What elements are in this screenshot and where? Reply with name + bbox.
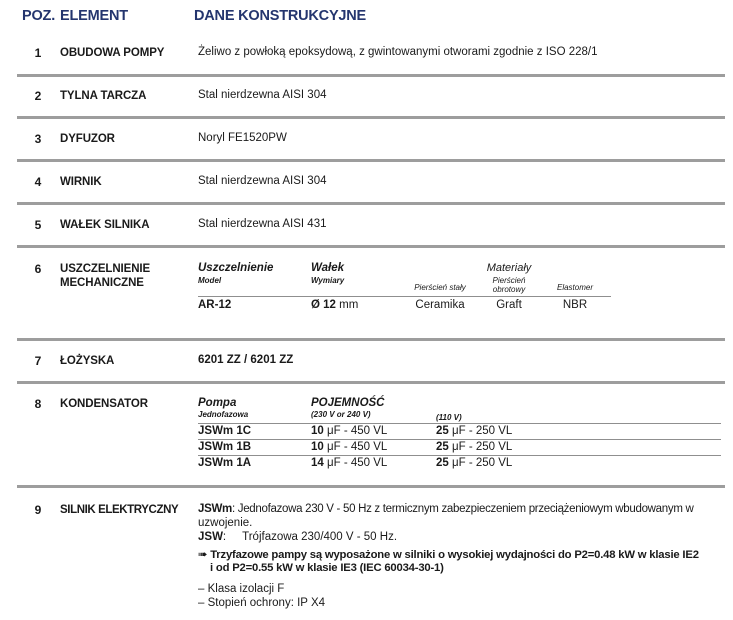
row-separator xyxy=(17,245,725,248)
motor-jsw-text: Trójfazowa 230/400 V - 50 Hz. xyxy=(242,531,398,543)
row-number: 7 xyxy=(34,354,42,368)
row-element: ŁOŻYSKA xyxy=(60,355,115,367)
cap-col-capacity-title: POJEMNOŚĆ xyxy=(311,397,385,409)
cap-col-pump-sub: Jednofazowa xyxy=(198,410,249,419)
cap-230v-unit: μF - 450 VL xyxy=(327,457,388,469)
seal-shaft-unit: mm xyxy=(339,299,359,311)
seal-col-model-title: Uszczelnienie xyxy=(198,262,274,274)
motor-note-line2: i od P2=0.55 kW w klasie IE3 (IEC 60034-30-1) xyxy=(210,562,444,574)
row-element: DYFUZOR xyxy=(60,133,115,145)
motor-note-text1: Trzyfazowe pampy są wyposażone w silniki o wysokiej wydajności do P2=0.48 kW w klasie IE2 xyxy=(210,549,699,561)
cap-230v-value: 10 xyxy=(311,441,324,453)
seal-col-shaft-sub: Wymiary xyxy=(311,276,345,285)
cap-table-rule xyxy=(198,439,721,440)
row-number: 2 xyxy=(34,89,42,103)
row-element: WAŁEK SILNIKA xyxy=(60,219,150,231)
seal-mat3-value: NBR xyxy=(562,299,588,311)
seal-mat3-label: Elastomer xyxy=(556,283,593,292)
motor-jswm-label: JSWm xyxy=(198,503,232,515)
cap-110v xyxy=(436,457,512,469)
seal-mat1-value: Ceramika xyxy=(415,299,465,311)
motor-note-line1 xyxy=(198,548,699,561)
row-separator xyxy=(17,74,725,77)
seal-mat2-label-line2: obrotowy xyxy=(492,285,526,294)
seal-mat2-label-line1: Pierścień xyxy=(492,276,526,285)
row-element: WIRNIK xyxy=(60,176,102,188)
motor-jsw-label: JSW xyxy=(198,531,223,543)
row-number: 8 xyxy=(34,397,42,411)
header-element: ELEMENT xyxy=(60,8,128,24)
cap-230v-unit: μF - 450 VL xyxy=(327,441,388,453)
cap-230v-unit: μF - 450 VL xyxy=(327,425,388,437)
cap-230v-value: 14 xyxy=(311,457,324,469)
motor-jsw-line: JSW: Trójfazowa 230/400 V - 50 Hz. xyxy=(198,531,398,543)
row-element-line2: MECHANICZNE xyxy=(60,277,144,289)
cap-110v-unit: μF - 250 VL xyxy=(452,441,513,453)
row-separator xyxy=(17,381,725,384)
cap-110v xyxy=(436,441,512,453)
row-number: 3 xyxy=(34,132,42,146)
row-separator xyxy=(17,485,725,488)
cap-230v xyxy=(311,441,387,453)
header-data: DANE KONSTRUKCYJNE xyxy=(194,8,367,24)
seal-col-shaft-title: Wałek xyxy=(311,262,345,274)
cap-pump: JSWm 1B xyxy=(198,441,252,453)
cap-110v-unit: μF - 250 VL xyxy=(452,457,513,469)
row-separator xyxy=(17,159,725,162)
row-value: 6201 ZZ / 6201 ZZ xyxy=(198,354,294,366)
row-separator xyxy=(17,338,725,341)
row-value: Stal nierdzewna AISI 304 xyxy=(198,175,327,187)
cap-110v-value: 25 xyxy=(436,441,449,453)
row-value: Żeliwo z powłoką epoksydową, z gwintowanymi otworami zgodnie z ISO 228/1 xyxy=(198,46,598,58)
cap-table-rule xyxy=(198,423,721,424)
row-number: 6 xyxy=(34,262,42,276)
arrow-right-icon: ➠ xyxy=(198,549,208,561)
row-element: KONDENSATOR xyxy=(60,398,148,410)
cap-230v-value: 10 xyxy=(311,425,324,437)
seal-shaft-value xyxy=(311,299,358,311)
cap-pump: JSWm 1C xyxy=(198,425,252,437)
motor-jswm-line xyxy=(198,503,694,515)
seal-mat2-value: Graft xyxy=(496,299,522,311)
cap-col-110v-sub: (110 V) xyxy=(436,413,462,422)
row-separator xyxy=(17,116,725,119)
motor-jswm-text: : Jednofazowa 230 V - 50 Hz z termicznym zabezpieczeniem przeciążeniowym wbudowanym w xyxy=(231,503,694,515)
row-element: OBUDOWA POMPY xyxy=(60,47,165,59)
motor-bullet-insulation: – Klasa izolacji F xyxy=(198,583,285,595)
cap-110v xyxy=(436,425,512,437)
motor-bullet-protection: – Stopień ochrony: IP X4 xyxy=(198,597,326,609)
cap-110v-value: 25 xyxy=(436,425,449,437)
seal-mat1-label: Pierścień stały xyxy=(414,283,466,292)
row-number: 9 xyxy=(34,503,42,517)
row-number: 1 xyxy=(34,46,42,60)
row-number: 5 xyxy=(34,218,42,232)
header-pos: POZ. xyxy=(22,8,56,24)
seal-col-model-sub: Model xyxy=(198,276,222,285)
cap-110v-value: 25 xyxy=(436,457,449,469)
row-element: SILNIK ELEKTRYCZNY xyxy=(60,504,179,516)
cap-table-rule xyxy=(198,455,721,456)
seal-materials-title: Materiały xyxy=(486,262,532,274)
motor-jswm-text2: uzwojenie. xyxy=(198,517,253,529)
cap-col-230v-sub: (230 V or 240 V) xyxy=(311,410,371,419)
cap-230v xyxy=(311,457,387,469)
cap-230v xyxy=(311,425,387,437)
row-value: Stal nierdzewna AISI 431 xyxy=(198,218,327,230)
row-element: TYLNA TARCZA xyxy=(60,90,147,102)
row-value: Noryl FE1520PW xyxy=(198,132,287,144)
row-number: 4 xyxy=(34,175,42,189)
row-element-line1: USZCZELNIENIE xyxy=(60,263,151,275)
seal-model-value: AR-12 xyxy=(198,299,232,311)
cap-col-pump-title: Pompa xyxy=(198,397,237,409)
seal-table-rule xyxy=(198,296,611,297)
row-value: Stal nierdzewna AISI 304 xyxy=(198,89,327,101)
cap-110v-unit: μF - 250 VL xyxy=(452,425,513,437)
seal-shaft-number: Ø 12 xyxy=(311,299,336,311)
cap-pump: JSWm 1A xyxy=(198,457,252,469)
row-separator xyxy=(17,202,725,205)
